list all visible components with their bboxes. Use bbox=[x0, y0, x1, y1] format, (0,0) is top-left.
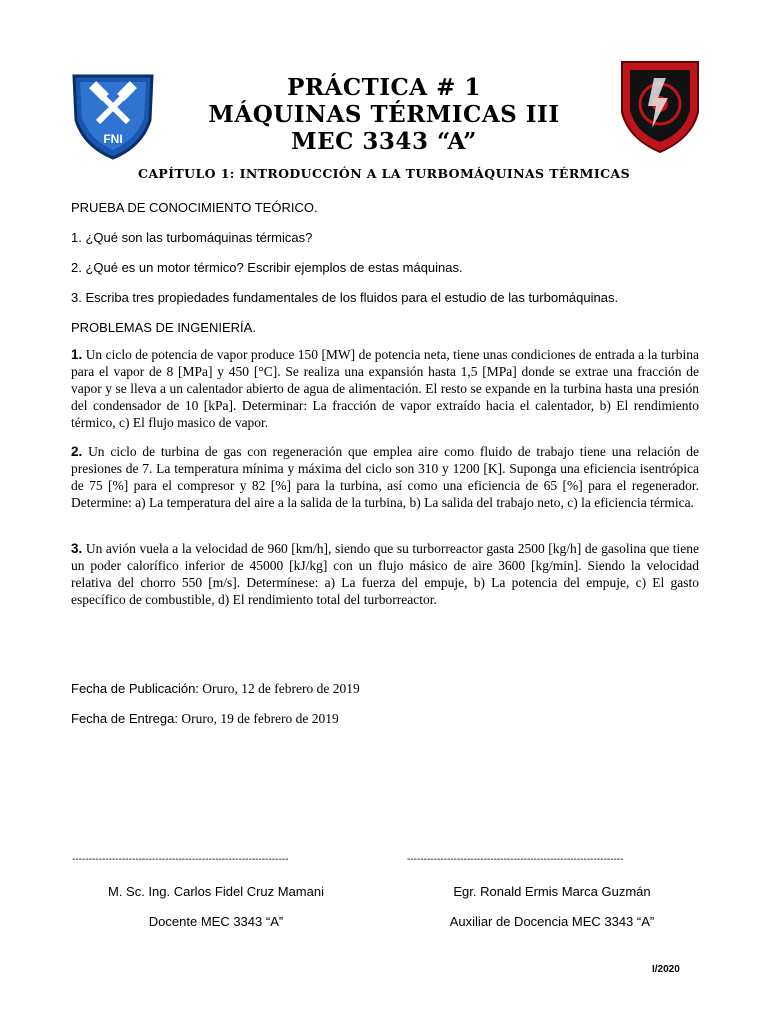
signature-line-left: ----------------------------------------------------------------- bbox=[72, 854, 289, 865]
course-title: MÁQUINAS TÉRMICAS III bbox=[208, 101, 560, 128]
publication-date bbox=[71, 680, 699, 697]
fni-logo-text: FNI bbox=[103, 132, 123, 146]
publication-date-value: Oruro, 12 de febrero de 2019 bbox=[198, 681, 360, 696]
course-code: MEC 3343 “A” bbox=[291, 128, 477, 155]
practice-title: PRÁCTICA # 1 bbox=[287, 74, 481, 101]
problem-1-number: 1. bbox=[71, 347, 83, 362]
theory-question-1: 1. ¿Qué son las turbomáquinas térmicas? bbox=[71, 230, 313, 245]
problem-2 bbox=[71, 443, 699, 511]
problem-3 bbox=[71, 540, 699, 608]
problem-2-text: Un ciclo de turbina de gas con regeneración que emplea aire como fluido de trabajo tiene una relación de presiones de 7. La temperatura mínima y máxima del ciclo son 310 y 1200 [K]. Suponga una eficiencia isentrópica de 75 [%] para el compresor y 82 [%] para la turbina, así como una eficiencia de 65 [%] para el regenerador. Determine: a) La temperatura del aire a la salida de la turbina, b) La salida del trabajo neto, c) la eficiencia térmica. bbox=[71, 444, 699, 510]
instructor-role: Docente MEC 3343 “A” bbox=[148, 914, 284, 929]
problem-2-number: 2. bbox=[71, 444, 83, 459]
problems-heading: PROBLEMAS DE INGENIERÍA. bbox=[71, 320, 256, 335]
theory-heading: PRUEBA DE CONOCIMIENTO TEÓRICO. bbox=[71, 200, 318, 215]
assistant-role: Auxiliar de Docencia MEC 3343 “A” bbox=[449, 914, 655, 929]
delivery-date bbox=[71, 710, 699, 727]
instructor-name: M. Sc. Ing. Carlos Fidel Cruz Mamani bbox=[107, 884, 324, 899]
theory-question-2: 2. ¿Qué es un motor térmico? Escribir ejemplos de estas máquinas. bbox=[71, 260, 463, 275]
chapter-heading: CAPÍTULO 1: INTRODUCCIÓN A LA TURBOMÁQUINAS TÉRMICAS bbox=[137, 166, 630, 181]
delivery-date-value: Oruro, 19 de febrero de 2019 bbox=[177, 711, 339, 726]
problem-3-text: Un avión vuela a la velocidad de 960 [km/h], siendo que su turborreactor gasta 2500 [kg/h] de gasolina que tiene un poder calorífico inferior de 45000 [kJ/kg] con un flujo másico de aire 3600 [kg/min]. Siendo la velocidad relativa del chorro 550 [m/s]. Determínese: a) La fuerza del empuje, b) La potencia del empuje, c) El gasto específico de combustible, d) El rendimiento total del turborreactor. bbox=[71, 541, 699, 607]
delivery-date-label: Fecha de Entrega: bbox=[71, 711, 178, 726]
problem-1 bbox=[71, 346, 699, 431]
semester-code: I/2020 bbox=[652, 964, 680, 975]
signature-line-right: ----------------------------------------------------------------- bbox=[407, 854, 624, 865]
assistant-name: Egr. Ronald Ermis Marca Guzmán bbox=[453, 884, 651, 899]
publication-date-label: Fecha de Publicación: bbox=[71, 681, 199, 696]
problem-3-number: 3. bbox=[71, 541, 83, 556]
theory-question-3: 3. Escriba tres propiedades fundamentales de los fluidos para el estudio de las turbomáquinas. bbox=[71, 290, 619, 305]
problem-1-text: Un ciclo de potencia de vapor produce 150 [MW] de potencia neta, tiene unas condiciones de entrada a la turbina para el vapor de 8 [MPa] y 450 [°C]. Se realiza una expansión hasta 1,5 [MPa] donde se extrae una fracción de vapor y se lleva a un calentador abierto de agua de alimentación. El resto se expande en la turbina hasta una presión del condensador de 10 [kPa]. Determinar: La fracción de vapor extraído hacia el calentador, b) El rendimiento térmico, c) El flujo masico de vapor. bbox=[71, 347, 699, 430]
